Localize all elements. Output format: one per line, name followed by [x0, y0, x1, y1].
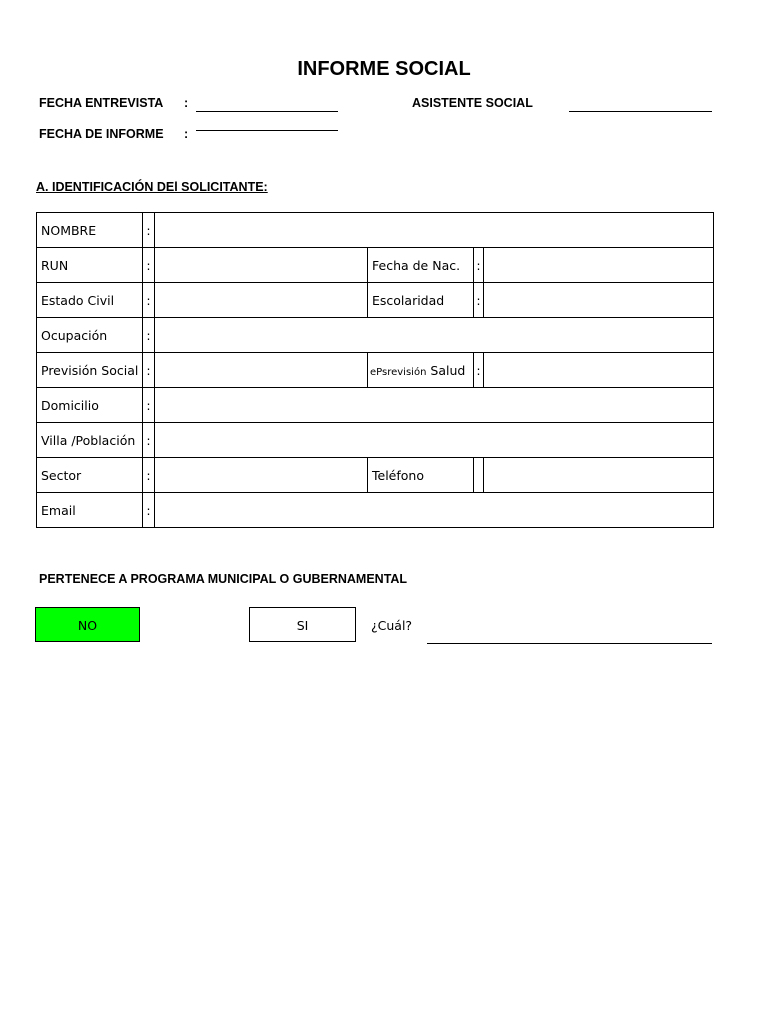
si-option-button[interactable]: SI: [249, 607, 356, 642]
escolaridad-colon: :: [474, 283, 484, 318]
asistente-social-field[interactable]: [569, 111, 712, 112]
row-domicilio: [37, 388, 714, 423]
email-field[interactable]: [155, 493, 714, 528]
prevision-social-colon: :: [143, 353, 155, 388]
nombre-colon: :: [143, 213, 155, 248]
fecha-informe-colon: :: [184, 127, 189, 141]
programa-question: PERTENECE A PROGRAMA MUNICIPAL O GUBERNAMENTAL: [39, 572, 408, 586]
fecha-nac-colon: :: [474, 248, 484, 283]
email-label: Email: [37, 493, 143, 528]
domicilio-field[interactable]: [155, 388, 714, 423]
row-villa-poblacion: [37, 423, 714, 458]
prevision-salud-field[interactable]: [484, 353, 714, 388]
telefono-label: Teléfono: [368, 458, 474, 493]
run-colon: :: [143, 248, 155, 283]
no-option-button[interactable]: NO: [35, 607, 140, 642]
row-sector: [37, 458, 714, 493]
row-run: [37, 248, 714, 283]
domicilio-label: Domicilio: [37, 388, 143, 423]
row-email: [37, 493, 714, 528]
row-estado-civil: [37, 283, 714, 318]
email-colon: :: [143, 493, 155, 528]
domicilio-colon: :: [143, 388, 155, 423]
section-a-title: A. IDENTIFICACIÓN DEl SOLICITANTE:: [36, 180, 268, 194]
row-ocupacion: [37, 318, 714, 353]
escolaridad-label: Escolaridad: [368, 283, 474, 318]
fecha-entrevista-label: FECHA ENTREVISTA: [39, 96, 164, 110]
villa-poblacion-colon: :: [143, 423, 155, 458]
fecha-entrevista-field[interactable]: [196, 111, 338, 112]
prevision-social-field[interactable]: [155, 353, 368, 388]
escolaridad-field[interactable]: [484, 283, 714, 318]
estado-civil-colon: :: [143, 283, 155, 318]
estado-civil-label: Estado Civil: [37, 283, 143, 318]
prevision-salud-colon: :: [474, 353, 484, 388]
sector-colon: :: [143, 458, 155, 493]
fecha-nac-label: Fecha de Nac.: [368, 248, 474, 283]
villa-poblacion-label: Villa /Población: [37, 423, 143, 458]
fecha-informe-field[interactable]: [196, 130, 338, 131]
asistente-social-label: ASISTENTE SOCIAL: [412, 96, 533, 110]
fecha-entrevista-colon: :: [184, 96, 189, 110]
fecha-nac-field[interactable]: [484, 248, 714, 283]
nombre-label: NOMBRE: [37, 213, 143, 248]
villa-poblacion-field[interactable]: [155, 423, 714, 458]
row-prevision: [37, 353, 714, 388]
telefono-colon: [474, 458, 484, 493]
cual-label: ¿Cuál?: [371, 618, 413, 633]
ocupacion-field[interactable]: [155, 318, 714, 353]
run-label: RUN: [37, 248, 143, 283]
identificacion-table: [36, 212, 714, 528]
estado-civil-field[interactable]: [155, 283, 368, 318]
ocupacion-label: Ocupación: [37, 318, 143, 353]
fecha-informe-label: FECHA DE INFORME: [39, 127, 164, 141]
telefono-field[interactable]: [484, 458, 714, 493]
sector-field[interactable]: [155, 458, 368, 493]
page-title: INFORME SOCIAL: [297, 58, 471, 80]
cual-field[interactable]: [427, 643, 712, 644]
prevision-salud-label-word: Salud: [430, 362, 466, 378]
sector-label: Sector: [37, 458, 143, 493]
nombre-field[interactable]: [155, 213, 714, 248]
prevision-social-label: Previsión Social: [37, 353, 143, 388]
ocupacion-colon: :: [143, 318, 155, 353]
run-field[interactable]: [155, 248, 368, 283]
row-nombre: [37, 213, 714, 248]
prevision-salud-label: ePsrevisión Salud: [368, 353, 474, 388]
